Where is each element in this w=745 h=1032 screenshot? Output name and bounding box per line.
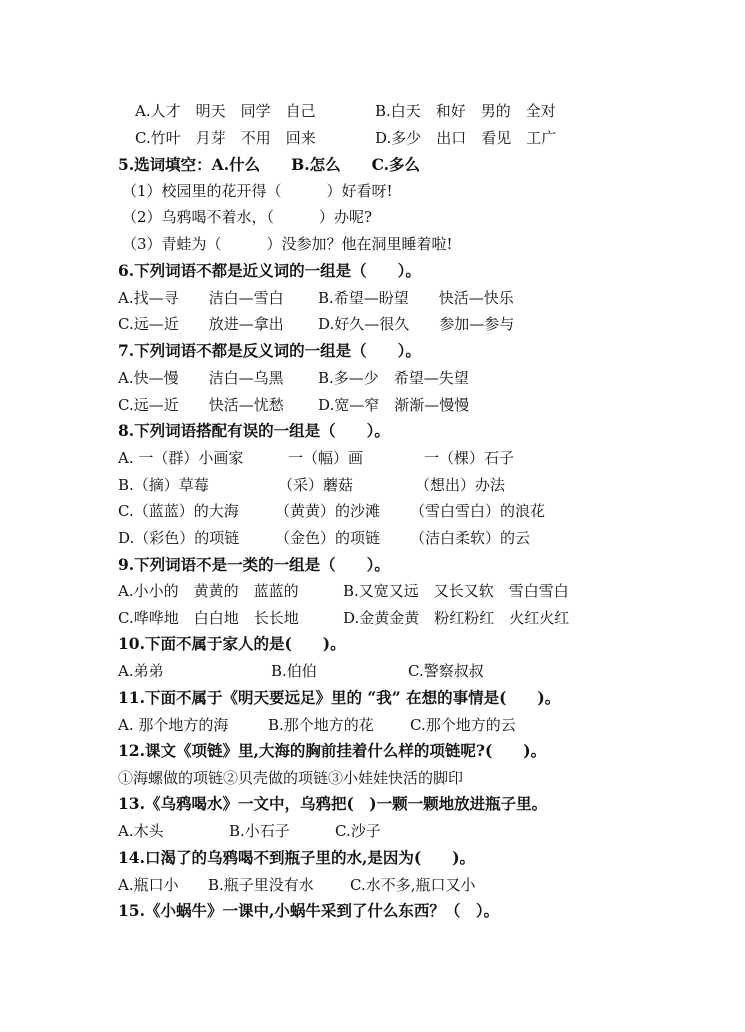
phrase: （金色）的项链: [275, 529, 381, 547]
question-5-item-3: （3）青蛙为（ ）没参加？他在洞里睡着啦!: [122, 235, 453, 253]
question-5-item-1: （1）校园里的花开得（ ）好看呀!: [122, 182, 393, 200]
question-5-item-2: （2）乌鸦喝不着水，（ ）办呢?: [122, 208, 373, 226]
option-b: B.伯伯: [271, 662, 317, 680]
option-c: C.哗哗地 白白地 长长地: [118, 609, 299, 627]
question-13: 13.《乌鸦喝水》一文中，乌鸦把( )一颗一颗地放进瓶子里。: [118, 794, 548, 813]
phrase: B.（摘）草莓: [118, 476, 209, 494]
question-6: 6.下列词语不都是近义词的一组是（ ）。: [118, 261, 421, 280]
option-a: A.人才 明天 同学 自己: [135, 102, 316, 120]
option-c: C.沙子: [335, 822, 381, 840]
question-7: 7.下列词语不都是反义词的一组是（ ）。: [118, 341, 421, 360]
phrase: （想出）办法: [415, 476, 506, 494]
phrase: A. 一（群）小画家: [118, 449, 244, 467]
option-b: B.小石子: [229, 822, 290, 840]
option-a: A.木头: [118, 822, 164, 840]
option-c: C.警察叔叔: [408, 662, 484, 680]
option-c: C.水不多,瓶口又小: [350, 876, 476, 894]
option-a: A.快—慢 洁白—乌黑: [118, 369, 284, 387]
phrase: （采）蘑菇: [278, 476, 354, 494]
question-14: 14.口渴了的乌鸦喝不到瓶子里的水,是因为( )。: [118, 848, 476, 867]
option-b: B.希望—盼望 快活—快乐: [318, 289, 514, 307]
question-8: 8.下列词语搭配有误的一组是（ ）。: [118, 421, 390, 440]
question-12-options: ①海螺做的项链②贝壳做的项链③小娃娃快活的脚印: [118, 769, 464, 787]
option-a: A. 那个地方的海: [118, 716, 229, 734]
option-b: B.白天 和好 男的 全对: [375, 102, 556, 120]
option-a: A.弟弟: [118, 662, 164, 680]
option-c: C.远—近 快活—忧愁: [118, 396, 284, 414]
option-c: C.那个地方的云: [410, 716, 516, 734]
option-a: A.瓶口小: [118, 876, 179, 894]
option-d: D.金黄金黄 粉红粉红 火红火红: [343, 609, 570, 627]
option-a: A.小小的 黄黄的 蓝蓝的: [118, 582, 299, 600]
question-9: 9.下列词语不是一类的一组是（ ）。: [118, 555, 390, 574]
option-b: B.又宽又远 又长又软 雪白雪白: [343, 582, 569, 600]
option-c: C.远—近 放进—拿出: [118, 315, 284, 333]
phrase: （洁白柔软）的云: [410, 529, 531, 547]
option-d: D.多少 出口 看见 工广: [375, 129, 557, 147]
option-c: C.竹叶 月芽 不用 回来: [135, 129, 316, 147]
option-b: B.多—少 希望—失望: [318, 369, 469, 387]
phrase: C.（蓝蓝）的大海: [118, 502, 239, 520]
phrase: （黄黄）的沙滩: [275, 502, 381, 520]
question-11: 11.下面不属于《明天要远足》里的 “我” 在想的事情是( )。: [118, 688, 561, 707]
question-12: 12.课文《项链》里,大海的胸前挂着什么样的项链呢?( )。: [118, 741, 547, 760]
phrase: （雪白雪白）的浪花: [410, 502, 546, 520]
question-15: 15.《小蜗牛》一课中,小蜗牛采到了什么东西？（ ）。: [118, 901, 500, 920]
phrase: D.（彩色）的项链: [118, 529, 240, 547]
question-5: 5.选词填空：A.什么 B.怎么 C.多么: [118, 155, 421, 174]
option-d: D.好久—很久 参加—参与: [318, 315, 515, 333]
option-b: B.那个地方的花: [268, 716, 374, 734]
question-10: 10.下面不属于家人的是( )。: [118, 634, 346, 653]
option-a: A.找—寻 洁白—雪白: [118, 289, 284, 307]
phrase: 一（幅）画: [288, 449, 364, 467]
phrase: 一（棵）石子: [424, 449, 515, 467]
option-b: B.瓶子里没有水: [208, 876, 314, 894]
option-d: D.宽—窄 渐渐—慢慢: [318, 396, 470, 414]
